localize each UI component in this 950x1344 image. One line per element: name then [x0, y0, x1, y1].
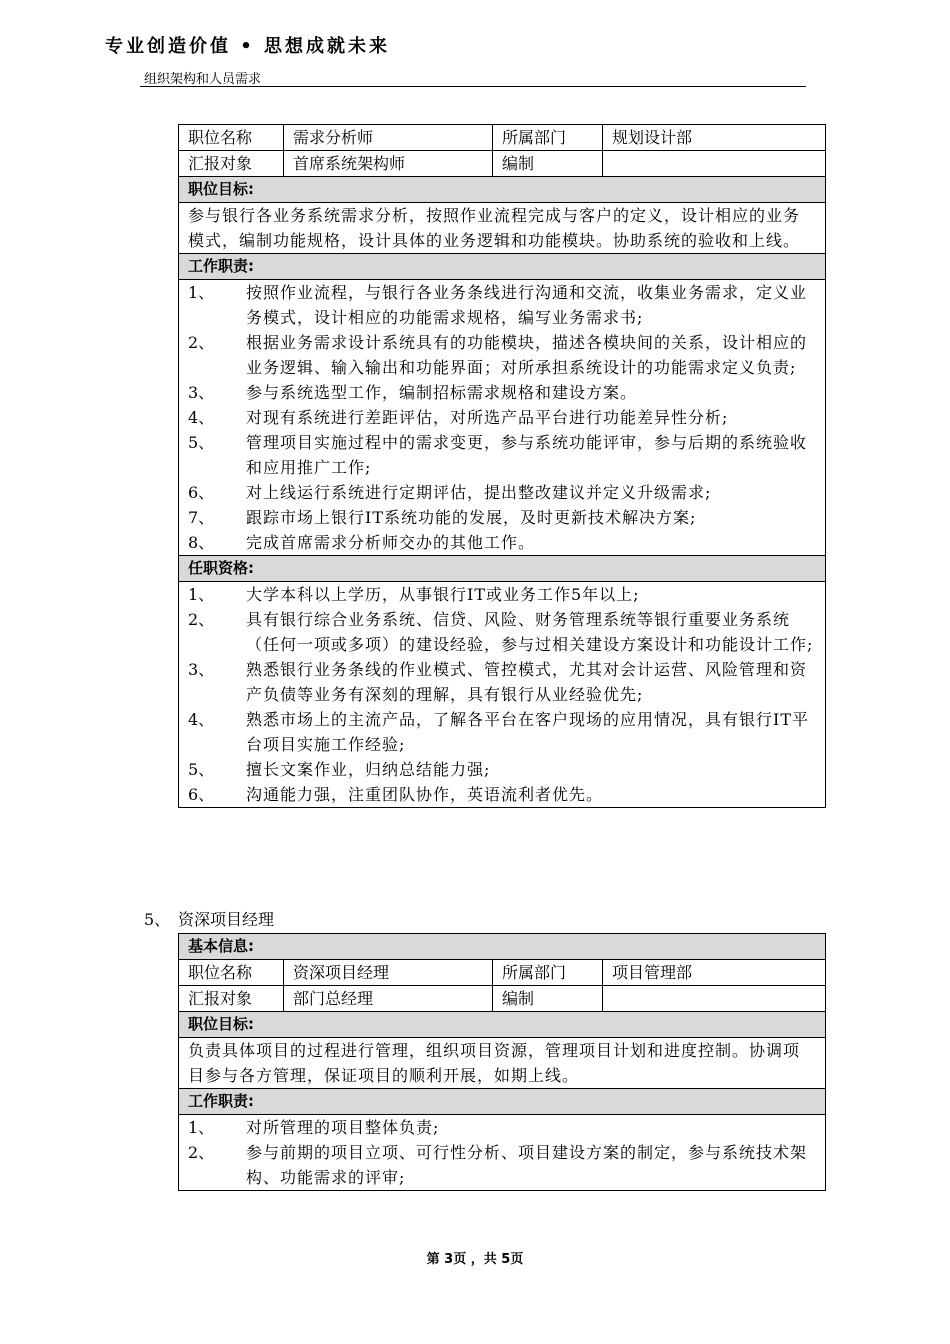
item-number: 8、	[188, 533, 215, 552]
item-number: 1、	[188, 283, 215, 302]
goal-text: 负责具体项目的过程进行管理，组织项目资源，管理项目计划和进度控制。协调项目参与各方管理，保证项目的顺利开展，如期上线。	[179, 1038, 826, 1089]
section-heading-duties: 工作职责:	[179, 254, 826, 280]
value-headcount	[603, 986, 826, 1012]
goal-text: 参与银行各业务系统需求分析，按照作业流程完成与客户的定义，设计相应的业务模式，编制功能规格，设计具体的业务逻辑和功能模块。协助系统的验收和上线。	[179, 203, 826, 254]
job-table-requirements-analyst	[178, 124, 826, 808]
item-number: 4、	[188, 408, 215, 427]
item-text: 管理项目实施过程中的需求变更，参与系统功能评审，参与后期的系统验收和应用推广工作;	[246, 433, 808, 477]
duties-list	[179, 1115, 826, 1191]
item-text: 沟通能力强，注重团队协作，英语流利者优先。	[246, 785, 604, 804]
item-number: 1、	[188, 1118, 215, 1137]
table-row	[179, 125, 826, 151]
list-item	[188, 430, 816, 480]
page-footer: 第 3页 ，共 5页	[426, 1252, 524, 1267]
qualifications-list	[179, 582, 826, 808]
item-text: 跟踪市场上银行IT系统功能的发展，及时更新技术解决方案;	[246, 508, 697, 527]
item-text: 对现有系统进行差距评估，对所选产品平台进行功能差异性分析;	[246, 408, 729, 427]
item-text: 参与系统选型工作，编制招标需求规格和建设方案。	[246, 383, 638, 402]
item-text: 具有银行综合业务系统、信贷、风险、财务管理系统等银行重要业务系统（任何一项或多项）的建设经验，参与过相关建设方案设计和功能设计工作;	[246, 610, 814, 654]
list-item	[188, 405, 816, 430]
item-text: 对所管理的项目整体负责;	[246, 1118, 440, 1137]
item-number: 2、	[188, 1143, 215, 1162]
header-slogan: 专业创造价值 • 思想成就未来	[105, 36, 391, 57]
list-item	[188, 1115, 816, 1140]
header-subtitle: 组织架构和人员需求	[144, 72, 262, 87]
label-headcount: 编制	[493, 986, 603, 1012]
label-position-name: 职位名称	[179, 960, 284, 986]
list-item	[188, 480, 816, 505]
item-number: 4、	[188, 710, 215, 729]
section-heading-duties: 工作职责:	[179, 1089, 826, 1115]
table-row	[179, 151, 826, 177]
value-report-to: 首席系统架构师	[284, 151, 493, 177]
item-text: 擅长文案作业，归纳总结能力强;	[246, 760, 491, 779]
list-item	[188, 380, 816, 405]
section-heading-basic-info: 基本信息:	[179, 934, 826, 960]
item-text: 完成首席需求分析师交办的其他工作。	[246, 533, 536, 552]
section-heading-goal: 职位目标:	[179, 1012, 826, 1038]
section-heading-qualifications: 任职资格:	[179, 556, 826, 582]
section-number: 5、	[144, 910, 171, 929]
item-number: 7、	[188, 508, 215, 527]
item-text: 参与前期的项目立项、可行性分析、项目建设方案的制定，参与系统技术架构、功能需求的评审;	[246, 1143, 808, 1187]
label-report-to: 汇报对象	[179, 986, 284, 1012]
value-headcount	[603, 151, 826, 177]
value-position-name: 资深项目经理	[284, 960, 493, 986]
item-text: 熟悉市场上的主流产品，了解各平台在客户现场的应用情况，具有银行IT平台项目实施工作经验;	[246, 710, 809, 754]
item-number: 3、	[188, 660, 215, 679]
item-number: 1、	[188, 585, 215, 604]
item-number: 6、	[188, 483, 215, 502]
value-department: 项目管理部	[603, 960, 826, 986]
item-text: 按照作业流程，与银行各业务条线进行沟通和交流，收集业务需求，定义业务模式，设计相应的功能需求规格，编写业务需求书;	[246, 283, 808, 327]
item-text: 对上线运行系统进行定期评估，提出整改建议并定义升级需求;	[246, 483, 712, 502]
item-text: 大学本科以上学历，从事银行IT或业务工作5年以上;	[246, 585, 640, 604]
value-position-name: 需求分析师	[284, 125, 493, 151]
list-item	[188, 757, 816, 782]
label-department: 所属部门	[493, 125, 603, 151]
table-row	[179, 960, 826, 986]
value-report-to: 部门总经理	[284, 986, 493, 1012]
section-title: 资深项目经理	[178, 910, 275, 929]
list-item	[188, 530, 816, 555]
label-headcount: 编制	[493, 151, 603, 177]
list-item	[188, 280, 816, 330]
list-item	[188, 707, 816, 757]
header-divider	[140, 86, 806, 87]
section-5-heading	[144, 907, 274, 930]
list-item	[188, 1140, 816, 1190]
item-number: 6、	[188, 785, 215, 804]
job-table-senior-project-manager	[178, 933, 826, 1191]
item-number: 2、	[188, 610, 215, 629]
list-item	[188, 505, 816, 530]
label-position-name: 职位名称	[179, 125, 284, 151]
item-text: 根据业务需求设计系统具有的功能模块，描述各模块间的关系，设计相应的业务逻辑、输入输出和功能界面；对所承担系统设计的功能需求定义负责;	[246, 333, 808, 377]
item-number: 5、	[188, 433, 215, 452]
list-item	[188, 657, 816, 707]
section-heading-goal: 职位目标:	[179, 177, 826, 203]
value-department: 规划设计部	[603, 125, 826, 151]
label-report-to: 汇报对象	[179, 151, 284, 177]
item-number: 2、	[188, 333, 215, 352]
list-item	[188, 782, 816, 807]
item-number: 3、	[188, 383, 215, 402]
item-text: 熟悉银行业务条线的作业模式、管控模式，尤其对会计运营、风险管理和资产负债等业务有深刻的理解，具有银行从业经验优先;	[246, 660, 808, 704]
list-item	[188, 607, 816, 657]
item-number: 5、	[188, 760, 215, 779]
list-item	[188, 330, 816, 380]
table-row	[179, 986, 826, 1012]
label-department: 所属部门	[493, 960, 603, 986]
duties-list	[179, 280, 826, 556]
list-item	[188, 582, 816, 607]
